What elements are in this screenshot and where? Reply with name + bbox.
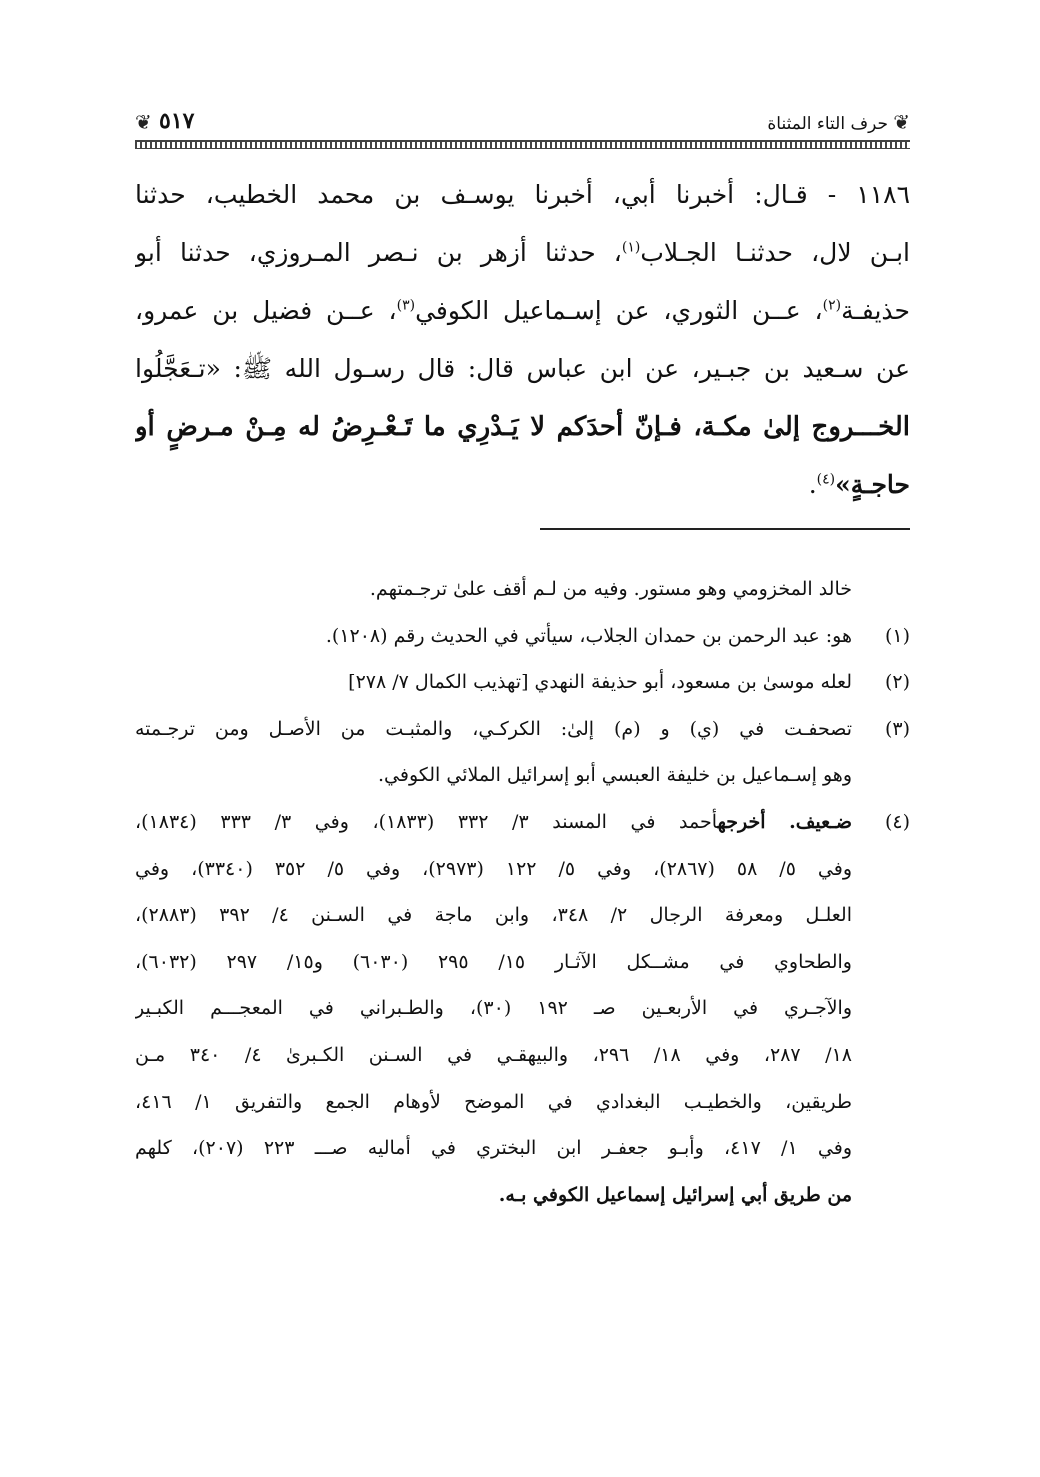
- hadith-line-2-start: ابـن لال، حدثنـا الجـلاب: [640, 238, 910, 267]
- hadith-line-3-rest: ، عــن فضيل بن عمرو،: [135, 296, 397, 325]
- hadith-line-6: [135, 456, 910, 514]
- footnote-4-line-2: وفي ٥/ ٥٨ (٢٨٦٧)، وفي ٥/ ١٢٢ (٢٩٧٣)، وفي ٥/ ٣٥٢ (٣٣٤٠)، وفي: [135, 857, 852, 880]
- header-ornament-right-icon: ❦: [893, 110, 910, 134]
- footnote-separator: [540, 528, 910, 530]
- footnote-number: (٤): [884, 810, 910, 833]
- footnote-4-line-1: أحمد في المسند ٣/ ٣٣٢ (١٨٣٣)، وفي ٣/ ٣٣٣ (١٨٣٤)،: [135, 810, 718, 833]
- footnote-number: (٣): [884, 717, 910, 740]
- footnote-4-line-8: وفي ١/ ٤١٧، وأبـو جعفـر ابن البختري في أماليه صـــ ٢٢٣ (٢٠٧)، كلهم: [135, 1137, 852, 1160]
- hadith-line-3-mid: ، عــن الثوري، عن إسـماعيل الكوفي: [415, 296, 823, 325]
- footnote-4: [135, 799, 910, 846]
- running-title: حرف التاء المثناة: [767, 114, 888, 134]
- footnote-number: (١): [884, 624, 910, 647]
- footnote-4-line-7: طريقين، والخطيـب البغدادي في الموضح لأوهام الجمع والتفريق ١/ ٤١٦،: [135, 1090, 852, 1113]
- hadith-line-3: [135, 282, 910, 340]
- footnote-marker-1: (١): [621, 239, 641, 256]
- footnote-3: [135, 706, 910, 753]
- footnote-2: [135, 659, 910, 706]
- footnotes: [135, 566, 910, 1218]
- hadith-end-mark: .: [808, 470, 817, 499]
- hadith-line-5: الخـــروج إلىٰ مكـة، فـإنّ أحدَكم لا يَـدْرِي ما تَـعْـرِضُ له مِـنْ مـرضٍ أو: [135, 412, 910, 442]
- footnote-text: هو: عبد الرحمن بن حمدان الجلاب، سيأتي في الحديث رقم (١٢٠٨).: [325, 624, 852, 647]
- footnote-1: [135, 613, 910, 660]
- hadith-text: [135, 166, 910, 514]
- header-rule: [135, 140, 910, 149]
- footnote-4-line-4: والطحاوي في مشــكل الآثـار ١٥/ ٢٩٥ (٦٠٣٠) و١٥/ ٢٩٧ (٦٠٣٢)،: [135, 950, 852, 973]
- footnote-4-line-3: العلـل ومعرفة الرجال ٢/ ٣٤٨، وابن ماجة في السـنن ٤/ ٣٩٢ (٢٨٨٣)،: [135, 904, 852, 927]
- hadith-line-3-start: حذيفـة: [841, 296, 910, 325]
- footnote-marker-4: (٤): [816, 471, 836, 488]
- footnote-number: (٢): [884, 671, 910, 694]
- footnote-3-continued: وهو إسـماعيل بن خليفة العبسي أبو إسرائيل الملائي الكوفي.: [378, 764, 852, 787]
- footnote-4-line-9: من طريق أبي إسرائيل إسماعيل الكوفي بـه.: [498, 1183, 852, 1206]
- footnote-marker-2: (٢): [822, 297, 842, 314]
- footnote-4-line-5: والآجـري في الأربعـين صـ ١٩٢ (٣٠)، والطـبراني في المعجـــم الكبـير: [135, 997, 852, 1020]
- hadith-line-2-rest: ، حدثنا أزهر بن نـصر المـروزي، حدثنا أبو: [135, 238, 622, 267]
- footnote-lead: خالد المخزومي وهو مستور. وفيه من لـم أقف علىٰ ترجـمتهم.: [369, 578, 852, 600]
- footnote-text: [135, 799, 852, 846]
- header-ornament-left-icon: ❦: [135, 110, 152, 134]
- hadith-grade: ضـعيف.: [789, 810, 852, 833]
- footnote-4-line-6: ١٨/ ٢٨٧، وفي ١٨/ ٢٩٦، والبيهقـي في السـنن الكـبرىٰ ٤/ ٣٤٠ مـن: [135, 1043, 852, 1066]
- running-header: [135, 108, 910, 148]
- hadith-line-6-text: حاجـةٍ»: [835, 470, 910, 499]
- footnote-marker-3: (٣): [396, 297, 416, 314]
- page-number: ٥١٧: [159, 108, 195, 134]
- footnote-text: لعله موسىٰ بن مسعود، أبو حذيفة النهدي [تهذيب الكمال ٧/ ٢٧٨]: [348, 671, 852, 694]
- footnote-text: تصحفـت في (ي) و (م) إلىٰ: الكركـي، والمثبـت من الأصـل ومن ترجـمته: [135, 717, 852, 740]
- hadith-line-4: عن سـعيد بن جبـير، عن ابن عباس قال: قال رسـول الله ﷺ: «تـعَجَّلُوا: [135, 354, 910, 383]
- hadith-line-1: ١١٨٦ - قـال: أخبرنا أبي، أخبرنا يوسـف بن محمد الخطيب، حدثنا: [135, 180, 910, 209]
- hadith-line-2: [135, 224, 910, 282]
- takhrij-word: أخرجه: [717, 810, 766, 833]
